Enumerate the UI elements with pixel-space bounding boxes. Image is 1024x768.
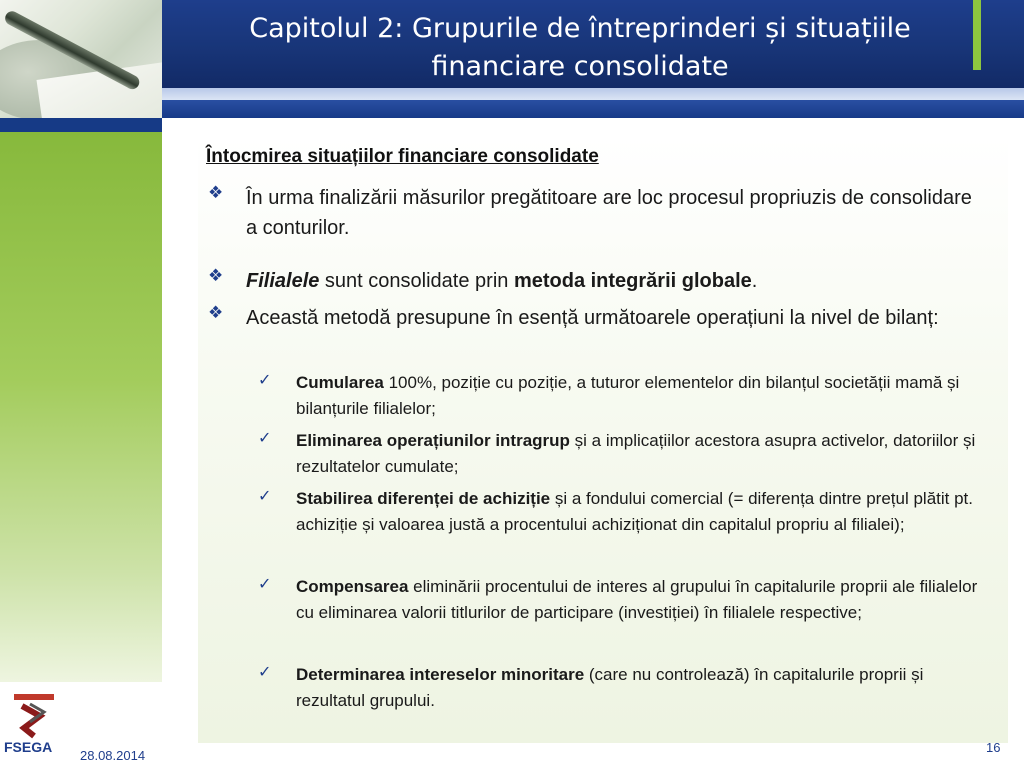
bullet-bold: metoda integrării globale — [513, 270, 752, 292]
slide-title — [162, 10, 998, 86]
header-stripe-dark — [162, 100, 1024, 118]
sub-bullet-rest: (care nu controlează) în capitalurile proprii și rezultatul grupului. — [296, 665, 924, 710]
bullet-emphasis: Filialele — [246, 270, 320, 292]
header-stripe-light — [162, 88, 1024, 100]
sub-bullet-rest: și a implicațiilor acestora asupra activelor, datoriilor și rezultatelor cumulate; — [296, 431, 976, 476]
bullet-text — [246, 266, 986, 296]
logo-text: FSEGA — [4, 739, 53, 755]
sub-bullet-rest: 100%, poziție cu poziție, a tuturor elementelor din bilanțul societății mamă și bilanțurile filialelor; — [296, 373, 960, 418]
sub-bullet-text — [296, 662, 996, 714]
checkmark-icon: ✓ — [258, 664, 272, 681]
sub-bullet-text — [296, 428, 996, 480]
logo-graphic — [0, 690, 68, 740]
sub-bullet-text — [296, 574, 996, 626]
checkmark-icon: ✓ — [258, 576, 272, 593]
sub-bullet-rest: eliminării procentului de interes al grupului în capitalurile proprii ale filialelor cu eliminarea valorii titlurilor de participare (investiției) în filialele respective; — [296, 577, 978, 622]
checkmark-icon: ✓ — [258, 488, 272, 505]
left-blue-band — [0, 118, 162, 132]
logo-banner — [14, 694, 54, 700]
bullet-text-middle: sunt consolidate prin — [319, 270, 514, 292]
diamond-bullet-icon: ❖ — [208, 266, 224, 285]
sub-bullet-lead: Eliminarea operațiunilor intragrup — [296, 431, 570, 450]
sub-bullet-lead: Compensarea — [296, 577, 409, 596]
checkmark-icon: ✓ — [258, 372, 272, 389]
sub-bullet-lead: Determinarea intereselor minoritare — [296, 665, 585, 684]
diamond-bullet-icon: ❖ — [208, 303, 224, 322]
sub-bullet-lead: Stabilirea diferenței de achiziție — [296, 489, 551, 508]
bullet-text-end: . — [751, 270, 758, 292]
slide-title-line1: Capitolul 2: Grupurile de întreprinderi și situațiile — [249, 13, 911, 44]
sub-bullet-text — [296, 370, 996, 422]
bullet-text: În urma finalizării măsurilor pregătitoare are loc procesul propriuzis de consolidare a conturilor. — [246, 187, 972, 239]
checkmark-icon: ✓ — [258, 430, 272, 447]
sub-bullet-lead: Cumularea — [296, 373, 384, 392]
bullet-text: Această metodă presupune în esență următoarele operațiuni la nivel de bilanț: — [246, 307, 939, 329]
slide-date: 28.08.2014 — [80, 748, 146, 763]
sub-bullet-text — [296, 486, 996, 538]
slide-title-line2: financiare consolidate — [431, 51, 729, 82]
left-green-column — [0, 132, 162, 682]
sub-bullet-rest: și a fondului comercial (= diferența dintre prețul plătit pt. achiziție și valoarea justă a procentului achiziționat din capitalul propriu al filialei); — [296, 489, 973, 534]
header-photo — [0, 0, 162, 118]
page-number: 16 — [986, 740, 1001, 755]
section-heading: Întocmirea situațiilor financiare consolidate — [206, 146, 599, 167]
diamond-bullet-icon: ❖ — [208, 183, 224, 202]
